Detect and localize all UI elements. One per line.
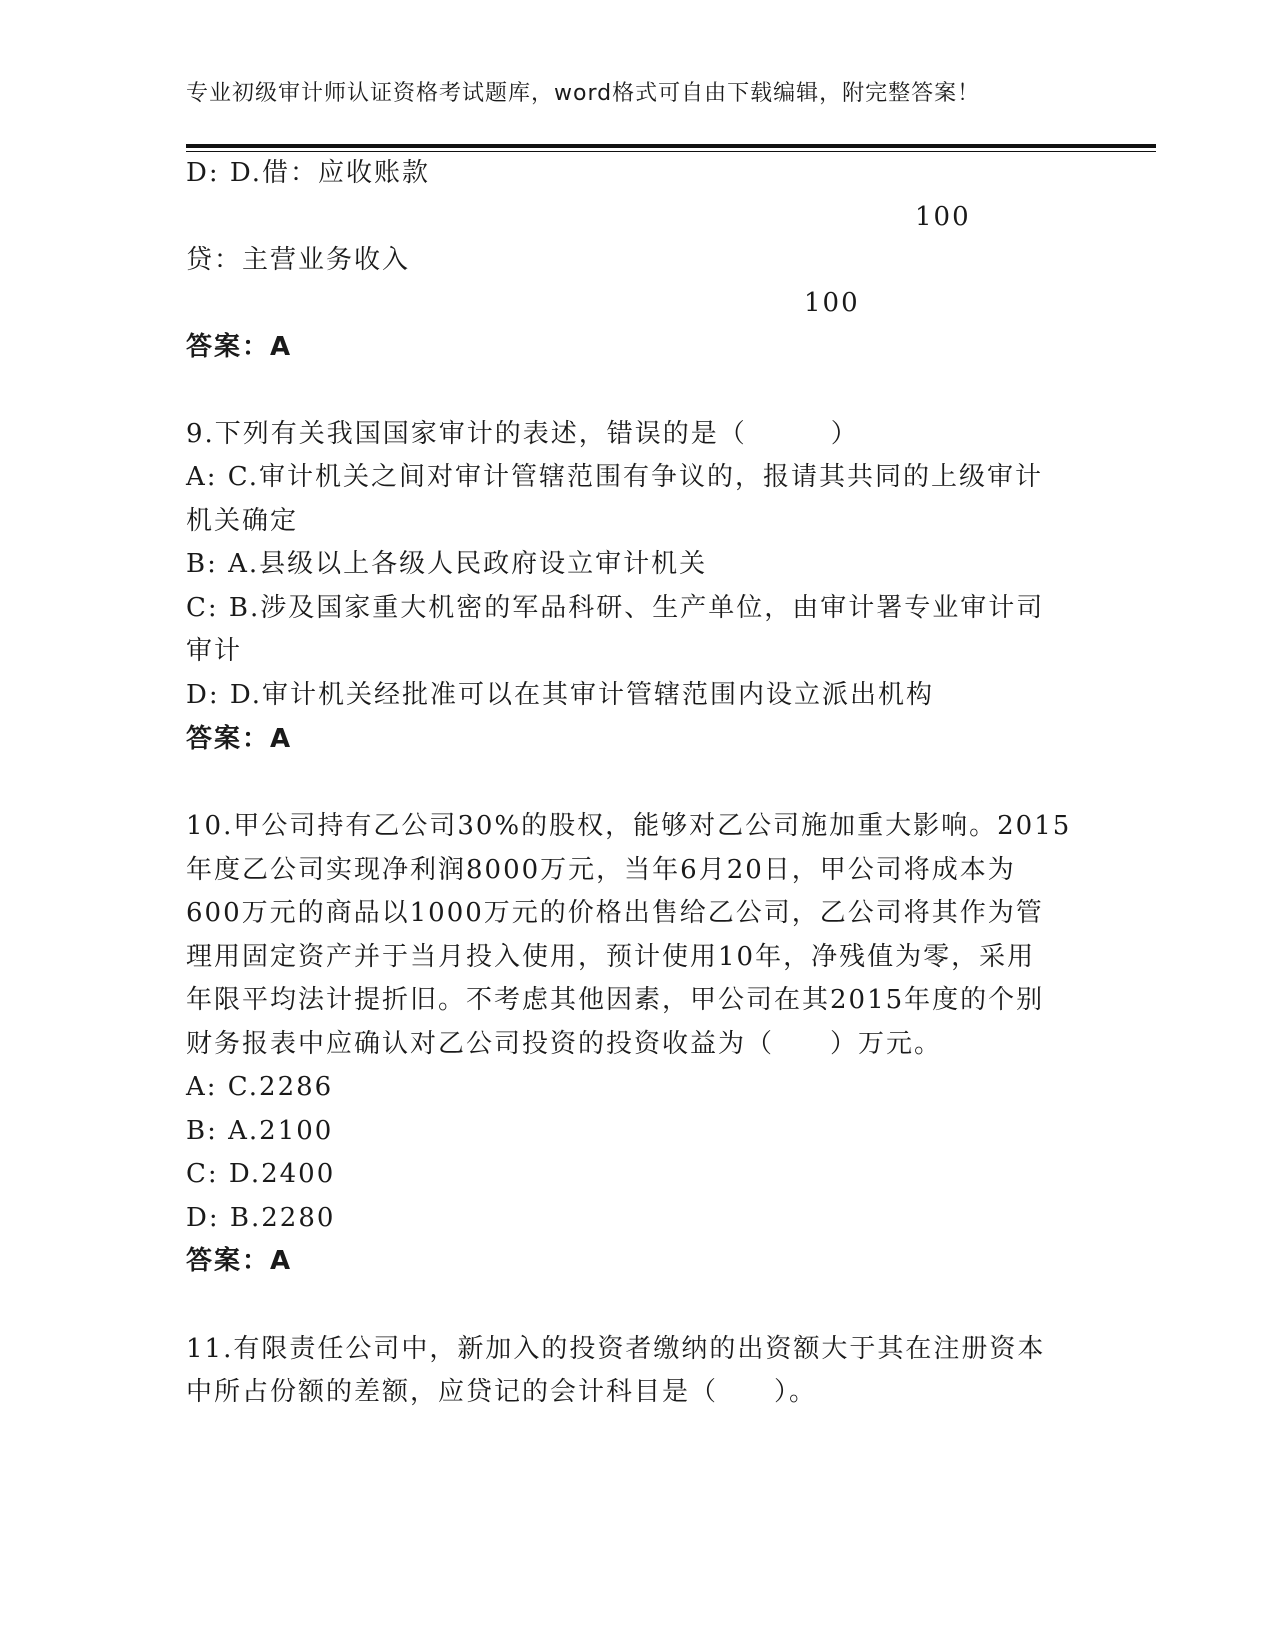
q10-option-c: C: D.2400 <box>186 1159 336 1189</box>
q11-stem-line-1: 11.有限责任公司中，新加入的投资者缴纳的出资额大于其在注册资本 <box>186 1334 1046 1364</box>
header-rule-thick <box>186 144 1156 148</box>
q8-credit-line: 贷：主营业务收入 <box>186 245 411 275</box>
q9-option-a-cont: 机关确定 <box>186 506 299 536</box>
q8-option-d: D: D.借：应收账款 <box>186 158 431 188</box>
q10-stem-line-3: 600万元的商品以1000万元的价格出售给乙公司，乙公司将其作为管 <box>186 898 1044 928</box>
q11-stem-line-2: 中所占份额的差额，应贷记的会计科目是（ ）。 <box>186 1377 818 1407</box>
q9-stem: 9.下列有关我国国家审计的表述，错误的是（ ） <box>186 419 859 449</box>
q10-answer: 答案：A <box>186 1246 293 1276</box>
q9-option-c-cont: 审计 <box>186 636 243 666</box>
q10-option-a: A: C.2286 <box>186 1072 334 1102</box>
q8-credit-amount: 100 <box>804 288 860 318</box>
page-header-title: 专业初级审计师认证资格考试题库，word格式可自由下载编辑，附完整答案！ <box>186 81 981 106</box>
q10-stem-line-5: 年限平均法计提折旧。不考虑其他因素，甲公司在其2015年度的个别 <box>186 985 1045 1015</box>
q9-answer: 答案：A <box>186 724 293 754</box>
q9-option-a: A: C.审计机关之间对审计管辖范围有争议的，报请其共同的上级审计 <box>186 462 1044 492</box>
q10-stem-line-6: 财务报表中应确认对乙公司投资的投资收益为（ ）万元。 <box>186 1029 943 1059</box>
q10-option-b: B: A.2100 <box>186 1116 334 1146</box>
q10-stem-line-4: 理用固定资产并于当月投入使用，预计使用10年，净残值为零，采用 <box>186 942 1036 972</box>
q9-option-b: B: A.县级以上各级人民政府设立审计机关 <box>186 549 708 579</box>
q9-option-c: C: B.涉及国家重大机密的军品科研、生产单位，由审计署专业审计司 <box>186 593 1045 623</box>
q8-answer: 答案：A <box>186 332 293 362</box>
q9-option-d: D: D.审计机关经批准可以在其审计管辖范围内设立派出机构 <box>186 680 935 710</box>
q10-option-d: D: B.2280 <box>186 1203 336 1233</box>
q10-stem-line-1: 10.甲公司持有乙公司30%的股权，能够对乙公司施加重大影响。2015 <box>186 811 1072 841</box>
header-rule-thin <box>186 151 1156 152</box>
q10-stem-line-2: 年度乙公司实现净利润8000万元，当年6月20日，甲公司将成本为 <box>186 855 1016 885</box>
q8-debit-amount: 100 <box>915 202 971 232</box>
